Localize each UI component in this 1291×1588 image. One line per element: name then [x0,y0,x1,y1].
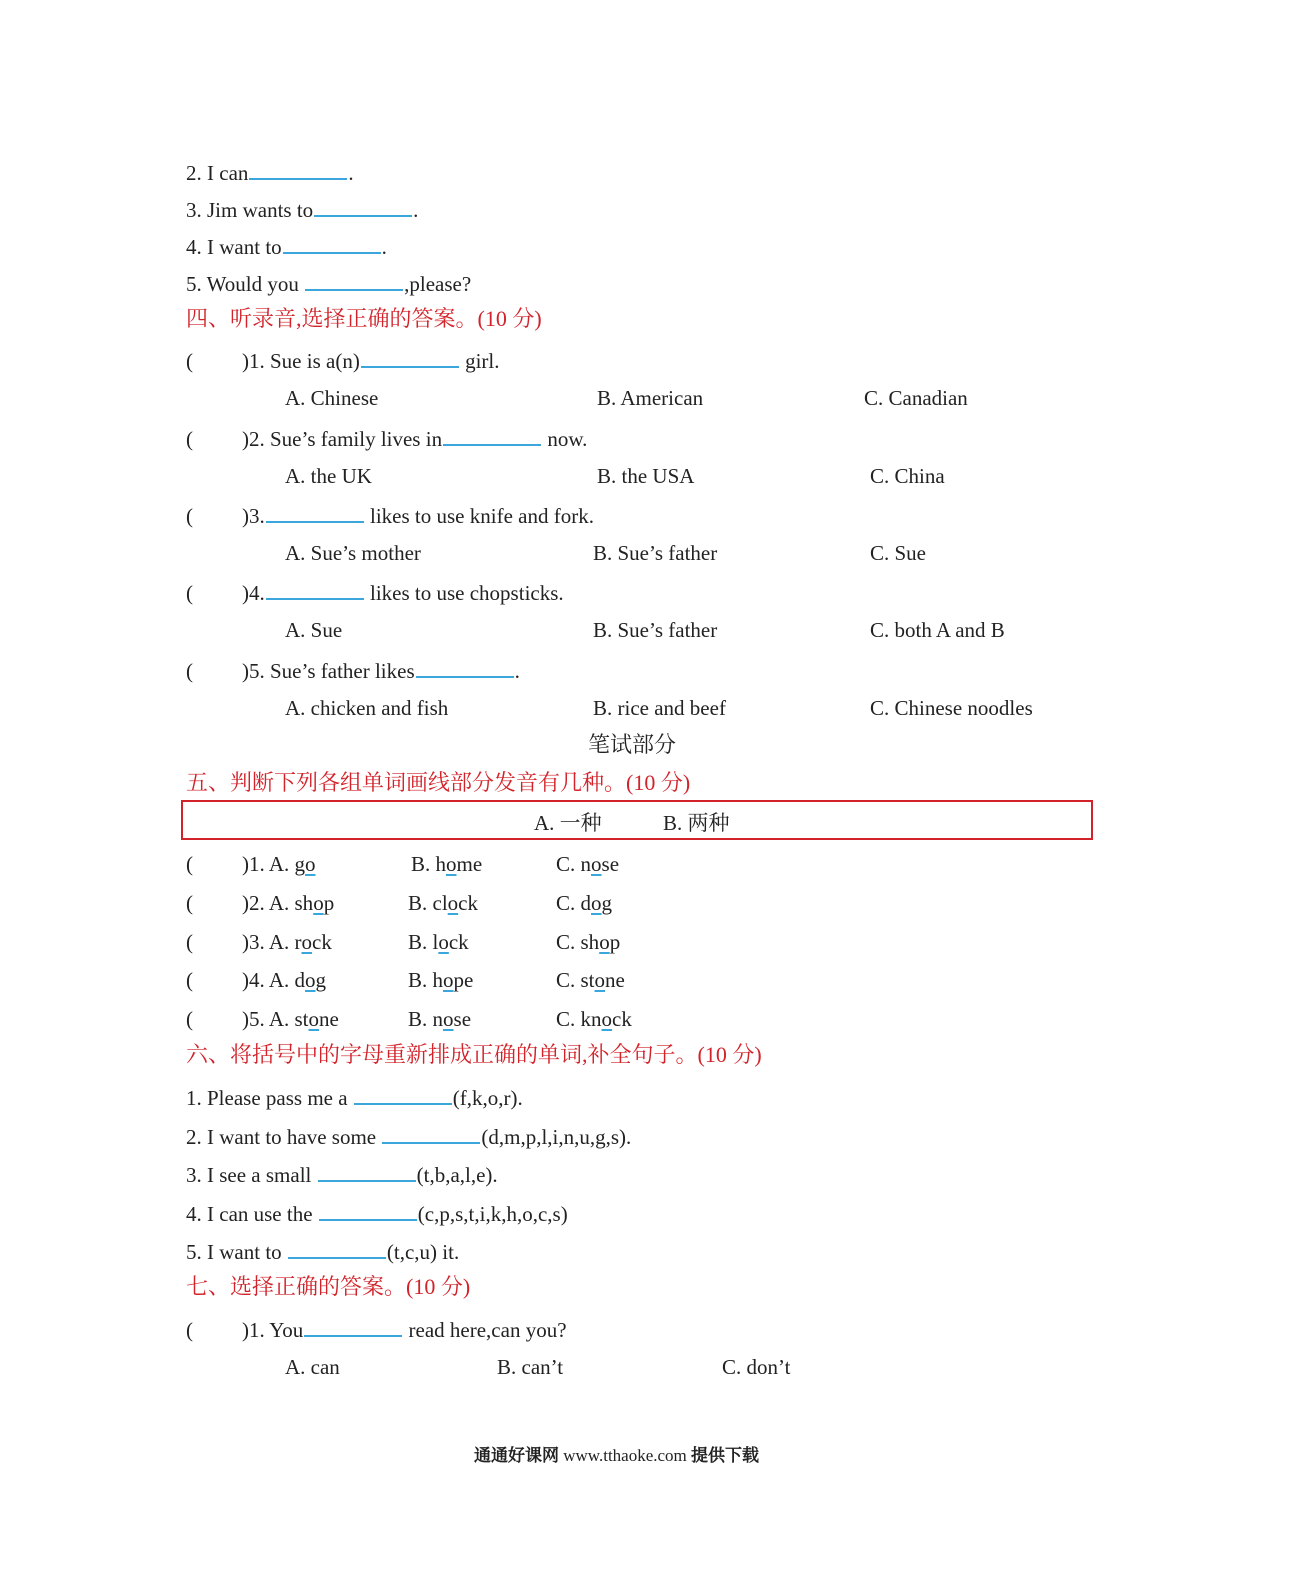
section7-title: 七、选择正确的答案。(10 分) [186,1274,471,1299]
s4-q3-option-a[interactable]: A. Sue’s mother [285,541,421,565]
answer-blank[interactable] [266,501,364,523]
s5-question-1: ( )1. A. go [186,852,316,876]
footer-credit: 通通好课网 www.tthaoke.com 提供下载 [474,1446,760,1466]
s5-question-5: ( )5. A. stone [186,1007,339,1031]
s6-item-1: 1. Please pass me a (f,k,o,r). [186,1083,523,1111]
s4-q5-option-a[interactable]: A. chicken and fish [285,696,449,720]
answer-blank[interactable] [354,1083,452,1105]
answer-blank[interactable] [249,158,347,180]
s5-q3-option-c: C. shop [556,930,621,954]
s5-q5-option-b: B. nose [408,1007,472,1031]
fill-line-4: 4. I want to . [186,232,387,260]
fill-line-3: 3. Jim wants to . [186,195,418,223]
s6-item-5: 5. I want to (t,c,u) it. [186,1237,459,1265]
s5-question-4: ( )4. A. dog [186,968,327,992]
s4-q4-option-c[interactable]: C. both A and B [870,618,1005,642]
s5-q2-option-c: C. dog [556,891,613,915]
s6-item-3: 3. I see a small (t,b,a,l,e). [186,1160,498,1188]
key-option-b: B. 两种 [663,811,730,835]
s4-q4-option-b[interactable]: B. Sue’s father [593,618,718,642]
answer-blank[interactable] [305,269,403,291]
s4-q1-option-a[interactable]: A. Chinese [285,386,379,410]
s7-question-1: ( )1. You read here,can you? [186,1315,567,1343]
s4-question-3: ( )3. likes to use knife and fork. [186,501,594,529]
answer-blank[interactable] [416,656,514,678]
option-key-box [181,800,1093,840]
answer-blank[interactable] [288,1237,386,1259]
s4-q5-option-c[interactable]: C. Chinese noodles [870,696,1033,720]
s4-q3-option-b[interactable]: B. Sue’s father [593,541,718,565]
s4-q2-option-b[interactable]: B. the USA [597,464,695,488]
s5-q4-option-c: C. stone [556,968,625,992]
s4-q1-option-b[interactable]: B. American [597,386,704,410]
s7-q1-option-c[interactable]: C. don’t [722,1355,791,1379]
s7-q1-option-a[interactable]: A. can [285,1355,340,1379]
written-part-heading: 笔试部分 [588,732,677,757]
section6-title: 六、将括号中的字母重新排成正确的单词,补全句子。(10 分) [186,1042,762,1067]
s4-q1-option-c[interactable]: C. Canadian [864,386,968,410]
key-option-a: A. 一种 [534,811,602,835]
answer-blank[interactable] [314,195,412,217]
s5-question-2: ( )2. A. shop [186,891,335,915]
answer-blank[interactable] [361,346,459,368]
s6-item-2: 2. I want to have some (d,m,p,l,i,n,u,g,s). [186,1122,631,1150]
s4-question-2: ( )2. Sue’s family lives in now. [186,424,587,452]
s5-q3-option-b: B. lock [408,930,469,954]
s4-q3-option-c[interactable]: C. Sue [870,541,927,565]
section5-title: 五、判断下列各组单词画线部分发音有几种。(10 分) [186,770,691,795]
s5-q4-option-b: B. hope [408,968,474,992]
answer-blank[interactable] [443,424,541,446]
s4-question-5: ( )5. Sue’s father likes . [186,656,520,684]
s4-question-4: ( )4. likes to use chopsticks. [186,578,564,606]
answer-blank[interactable] [319,1199,417,1221]
answer-blank[interactable] [318,1160,416,1182]
s5-q1-option-c: C. nose [556,852,620,876]
answer-blank[interactable] [266,578,364,600]
section4-title: 四、听录音,选择正确的答案。(10 分) [186,306,542,331]
s4-q2-option-c[interactable]: C. China [870,464,945,488]
fill-line-2: 2. I can . [186,158,354,186]
s5-q1-option-b: B. home [411,852,483,876]
answer-blank[interactable] [304,1315,402,1337]
s6-item-4: 4. I can use the (c,p,s,t,i,k,h,o,c,s) [186,1199,568,1227]
s4-q4-option-a[interactable]: A. Sue [285,618,343,642]
s4-q5-option-b[interactable]: B. rice and beef [593,696,726,720]
s4-q2-option-a[interactable]: A. the UK [285,464,372,488]
fill-line-5: 5. Would you ,please? [186,269,471,297]
s4-question-1: ( )1. Sue is a(n) girl. [186,346,499,374]
s5-question-3: ( )3. A. rock [186,930,332,954]
s5-q2-option-b: B. clock [408,891,478,915]
s7-q1-option-b[interactable]: B. can’t [497,1355,564,1379]
answer-blank[interactable] [382,1122,480,1144]
s5-q5-option-c: C. knock [556,1007,632,1031]
answer-blank[interactable] [283,232,381,254]
